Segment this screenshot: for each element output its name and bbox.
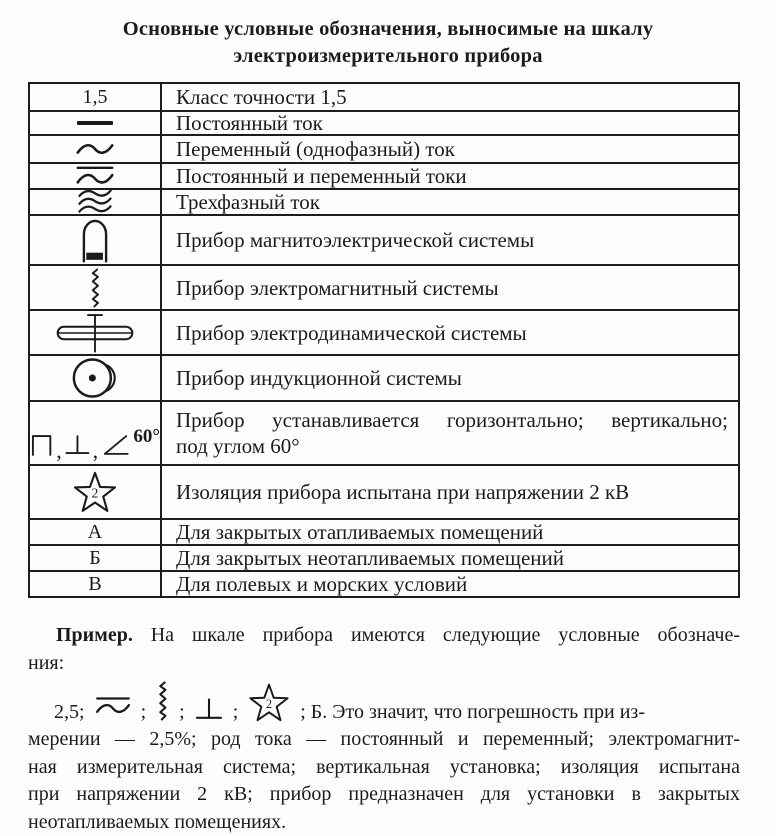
table-row-insulation-test (30, 464, 738, 518)
star-voltage-value: 2 (266, 697, 272, 711)
example-line-7: неотапливаемых помещениях. (28, 809, 740, 836)
example-line-1-text: На шкале прибора имеются следующие условные обозначе- (151, 624, 740, 646)
star-voltage-value: 2 (92, 486, 99, 501)
page-title (18, 16, 758, 70)
category-v-letter: В (88, 573, 101, 596)
row-description: Переменный (однофазный) ток (162, 136, 738, 162)
example-lead: Пример. (56, 624, 133, 646)
example-line-1 (28, 622, 740, 650)
title-line-2: электроизмерительного прибора (18, 43, 758, 70)
row-description: Класс точности 1,5 (162, 84, 738, 110)
table-row-ac (30, 134, 738, 162)
dc-ac-icon (94, 696, 132, 716)
row-description: Постоянный ток (162, 112, 738, 134)
example-line-3-tail: ; Б. Это значит, что погрешность при из- (300, 701, 645, 723)
table-row-category-b (30, 544, 738, 570)
table-row-accuracy-class (30, 84, 738, 110)
category-a-letter: А (88, 521, 102, 544)
title-line-1: Основные условные обозначения, выносимые на шкалу (18, 16, 758, 43)
example-line-2: ния: (28, 650, 740, 678)
table-row-three-phase (30, 188, 738, 214)
category-b-letter: Б (89, 547, 100, 570)
horizontal-mount-icon (30, 430, 53, 458)
example-symbols-line (28, 679, 740, 723)
row-description: Для закрытых отапливаемых помещений (162, 520, 738, 544)
ac-tilde-icon (75, 141, 115, 157)
table-row-induction (30, 354, 738, 400)
table-row-category-v (30, 570, 738, 596)
example-accuracy-value: 2,5; (54, 701, 85, 723)
row-description: Прибор индукционной системы (162, 356, 738, 400)
example-paragraph (28, 622, 740, 836)
angle-value: 60° (133, 426, 160, 448)
induction-system-icon (69, 356, 121, 400)
dc-line-icon (76, 119, 114, 127)
example-line-4: мерении — 2,5%; род тока — постоянный и переменный; электромагнит- (28, 726, 740, 754)
row-description: Прибор электродинамической системы (162, 311, 738, 354)
row-description: Постоянный и переменный токи (162, 164, 738, 188)
separator: ; (141, 701, 147, 723)
table-row-dc-ac (30, 162, 738, 188)
accuracy-class-value: 1,5 (83, 86, 108, 109)
electromagnetic-system-icon (155, 681, 170, 721)
three-phase-icon (76, 189, 114, 215)
table-row-mounting-position (30, 400, 738, 464)
example-line-5: ная измерительная система; вертикальная установка; изоляция испытана (28, 754, 740, 782)
row-description: Прибор электромагнитный системы (162, 266, 738, 309)
table-row-magnetoelectric (30, 214, 738, 264)
angle-mount-icon (101, 432, 129, 458)
electrodynamic-system-icon (45, 312, 145, 354)
insulation-test-star-icon (247, 682, 291, 723)
comma-separator: , (93, 444, 99, 458)
row-description: Изоляция прибора испытана при напряжении 2 кВ (162, 466, 738, 518)
separator: ; (233, 701, 239, 723)
example-line-6: при напряжении 2 кВ; прибор предназначен для установки в закрытых (28, 781, 740, 809)
row-description-line-1: Прибор устанавливается горизонтально; вертикально; (176, 407, 728, 433)
separator: ; (179, 701, 185, 723)
dc-ac-icon (75, 165, 115, 187)
row-description: Прибор магнитоэлектрической системы (162, 216, 738, 264)
symbols-table (28, 82, 740, 598)
table-row-category-a (30, 518, 738, 544)
row-description: Трехфазный ток (162, 190, 738, 214)
mounting-position-icons (30, 402, 162, 464)
insulation-test-star-icon (72, 470, 118, 514)
vertical-mount-icon (194, 697, 224, 721)
table-row-electromagnetic (30, 264, 738, 309)
row-description: Для полевых и морских условий (162, 572, 738, 596)
table-row-electrodynamic (30, 309, 738, 354)
comma-separator: , (56, 444, 62, 458)
row-description: Для закрытых неотапливаемых помещений (162, 546, 738, 570)
vertical-mount-icon (65, 432, 90, 458)
electromagnetic-system-icon (87, 268, 103, 308)
magnetoelectric-system-icon (74, 217, 116, 263)
table-row-dc (30, 110, 738, 134)
row-description-line-2: под углом 60° (176, 433, 728, 459)
